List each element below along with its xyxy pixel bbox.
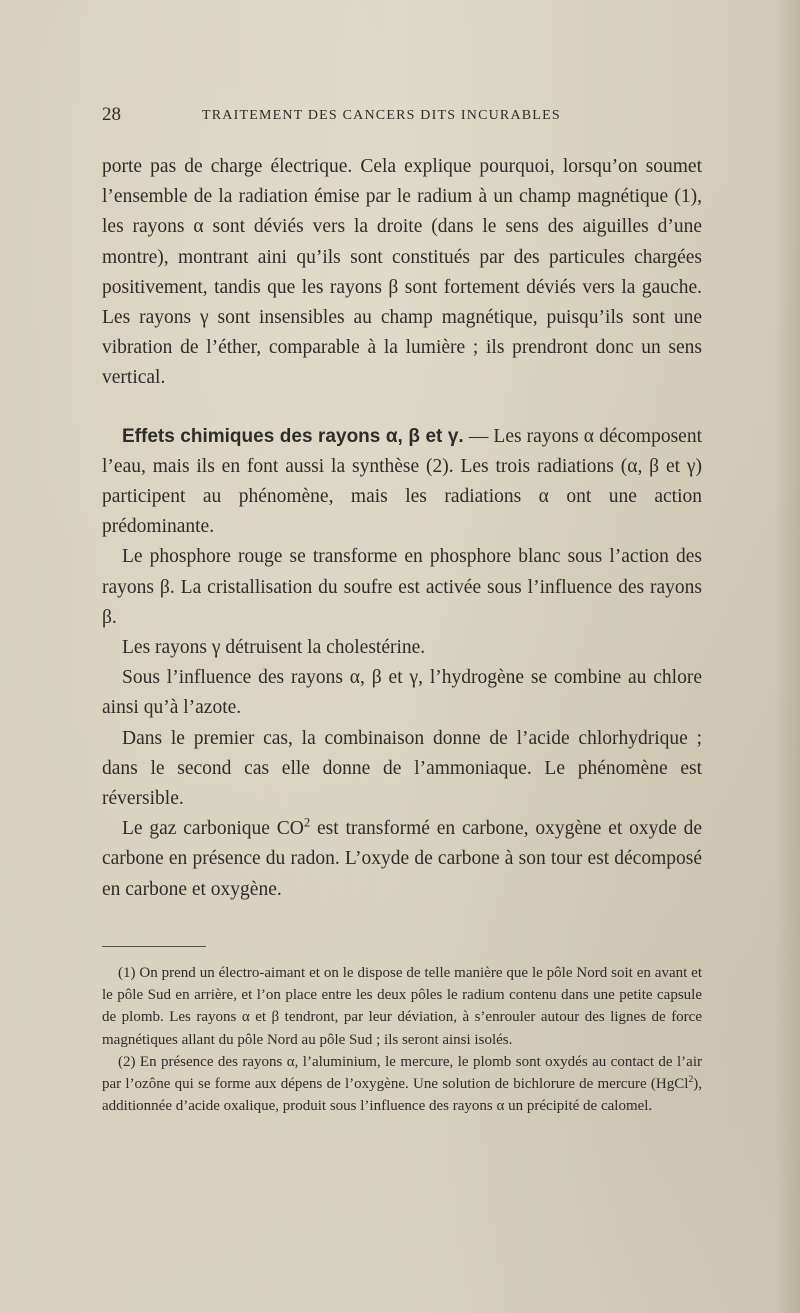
paragraph-gap	[102, 394, 702, 422]
paragraph-4: Les rayons γ détruisent la cholestérine.	[122, 637, 426, 659]
body-text	[102, 152, 702, 905]
co2-superscript: 2	[303, 815, 311, 830]
hgcl2-superscript: 2	[688, 1074, 694, 1086]
footnote-2	[102, 1051, 702, 1118]
running-head: TRAITEMENT DES CANCERS DITS INCURABLES	[202, 108, 561, 123]
footnote-1: (1) On prend un électro-aimant et on le dispose de telle manière que le pôle Nord soit en avant et le pôle Sud en arrière, et l’on place entre les deux pôles le radium contenu dans une petite capsule de plomb. Les rayons α et β tendront, par leur déviation, à s’enrouler autour des lignes de force magnétiques allant du pôle Nord au pôle Sud ; ils seront ainsi isolés.	[102, 965, 702, 1048]
footnote-2-text-a: (2) En présence des rayons α, l’aluminium, le mercure, le plomb sont oxydés au contact de l’air par l’ozône qui se forme aux dépens de l’oxygène. Une solution de bichlorure de mercure (HgCl	[102, 1053, 702, 1093]
page-edge-shadow	[774, 0, 800, 1313]
paragraph-7	[102, 814, 702, 905]
page-header	[102, 104, 702, 128]
paragraph-2-text: — Les rayons α décomposent l’eau, mais ils en font aussi la synthèse (2). Les trois radiations (α, β et γ) participent au phénomène, mais les radiations α ont une action prédominante.	[102, 425, 702, 538]
paragraph-6: Dans le premier cas, la combinaison donne de l’acide chlorhydrique ; dans le second cas elle donne de l’ammoniaque. Le phénomène est réversible.	[102, 727, 702, 810]
paragraph-5: Sous l’influence des rayons α, β et γ, l’hydrogène se combine au chlore ainsi qu’à l’azote.	[102, 667, 702, 719]
footnote-2-text-b: ), additionnée d’acide oxalique, produit sous l’influence des rayons α un précipité de calomel.	[102, 1076, 702, 1115]
footnotes	[102, 962, 702, 1117]
footnote-rule	[102, 946, 206, 947]
paragraph-7-text-a: Le gaz carbonique CO	[122, 818, 304, 840]
paragraph-3: Le phosphore rouge se transforme en phosphore blanc sous l’action des rayons β. La cristallisation du soufre est activée sous l’influence des rayons β.	[102, 546, 702, 628]
paragraph-7-text-b: est transformé en carbone, oxygène et oxyde de carbone en présence du radon. L’oxyde de carbone à son tour est décomposé en carbone et oxygène.	[102, 818, 703, 900]
section-heading: Effets chimiques des rayons α, β et γ.	[122, 425, 464, 447]
paragraph-1: porte pas de charge électrique. Cela explique pourquoi, lorsqu’on soumet l’ensemble de la radiation émise par le radium à un champ magnétique (1), les rayons α sont déviés vers la droite (dans le sens des aiguilles d’une montre), montrant aini qu’ils sont constitués par des particules chargées positivement, tandis que les rayons β sont fortement déviés vers la gauche. Les rayons γ sont insensibles au champ magnétique, puisqu’ils sont une vibration de l’éther, comparable à la lumière ; ils prendront donc un sens vertical.	[102, 156, 702, 389]
page-number: 28	[102, 104, 121, 125]
paragraph-2	[102, 422, 702, 543]
